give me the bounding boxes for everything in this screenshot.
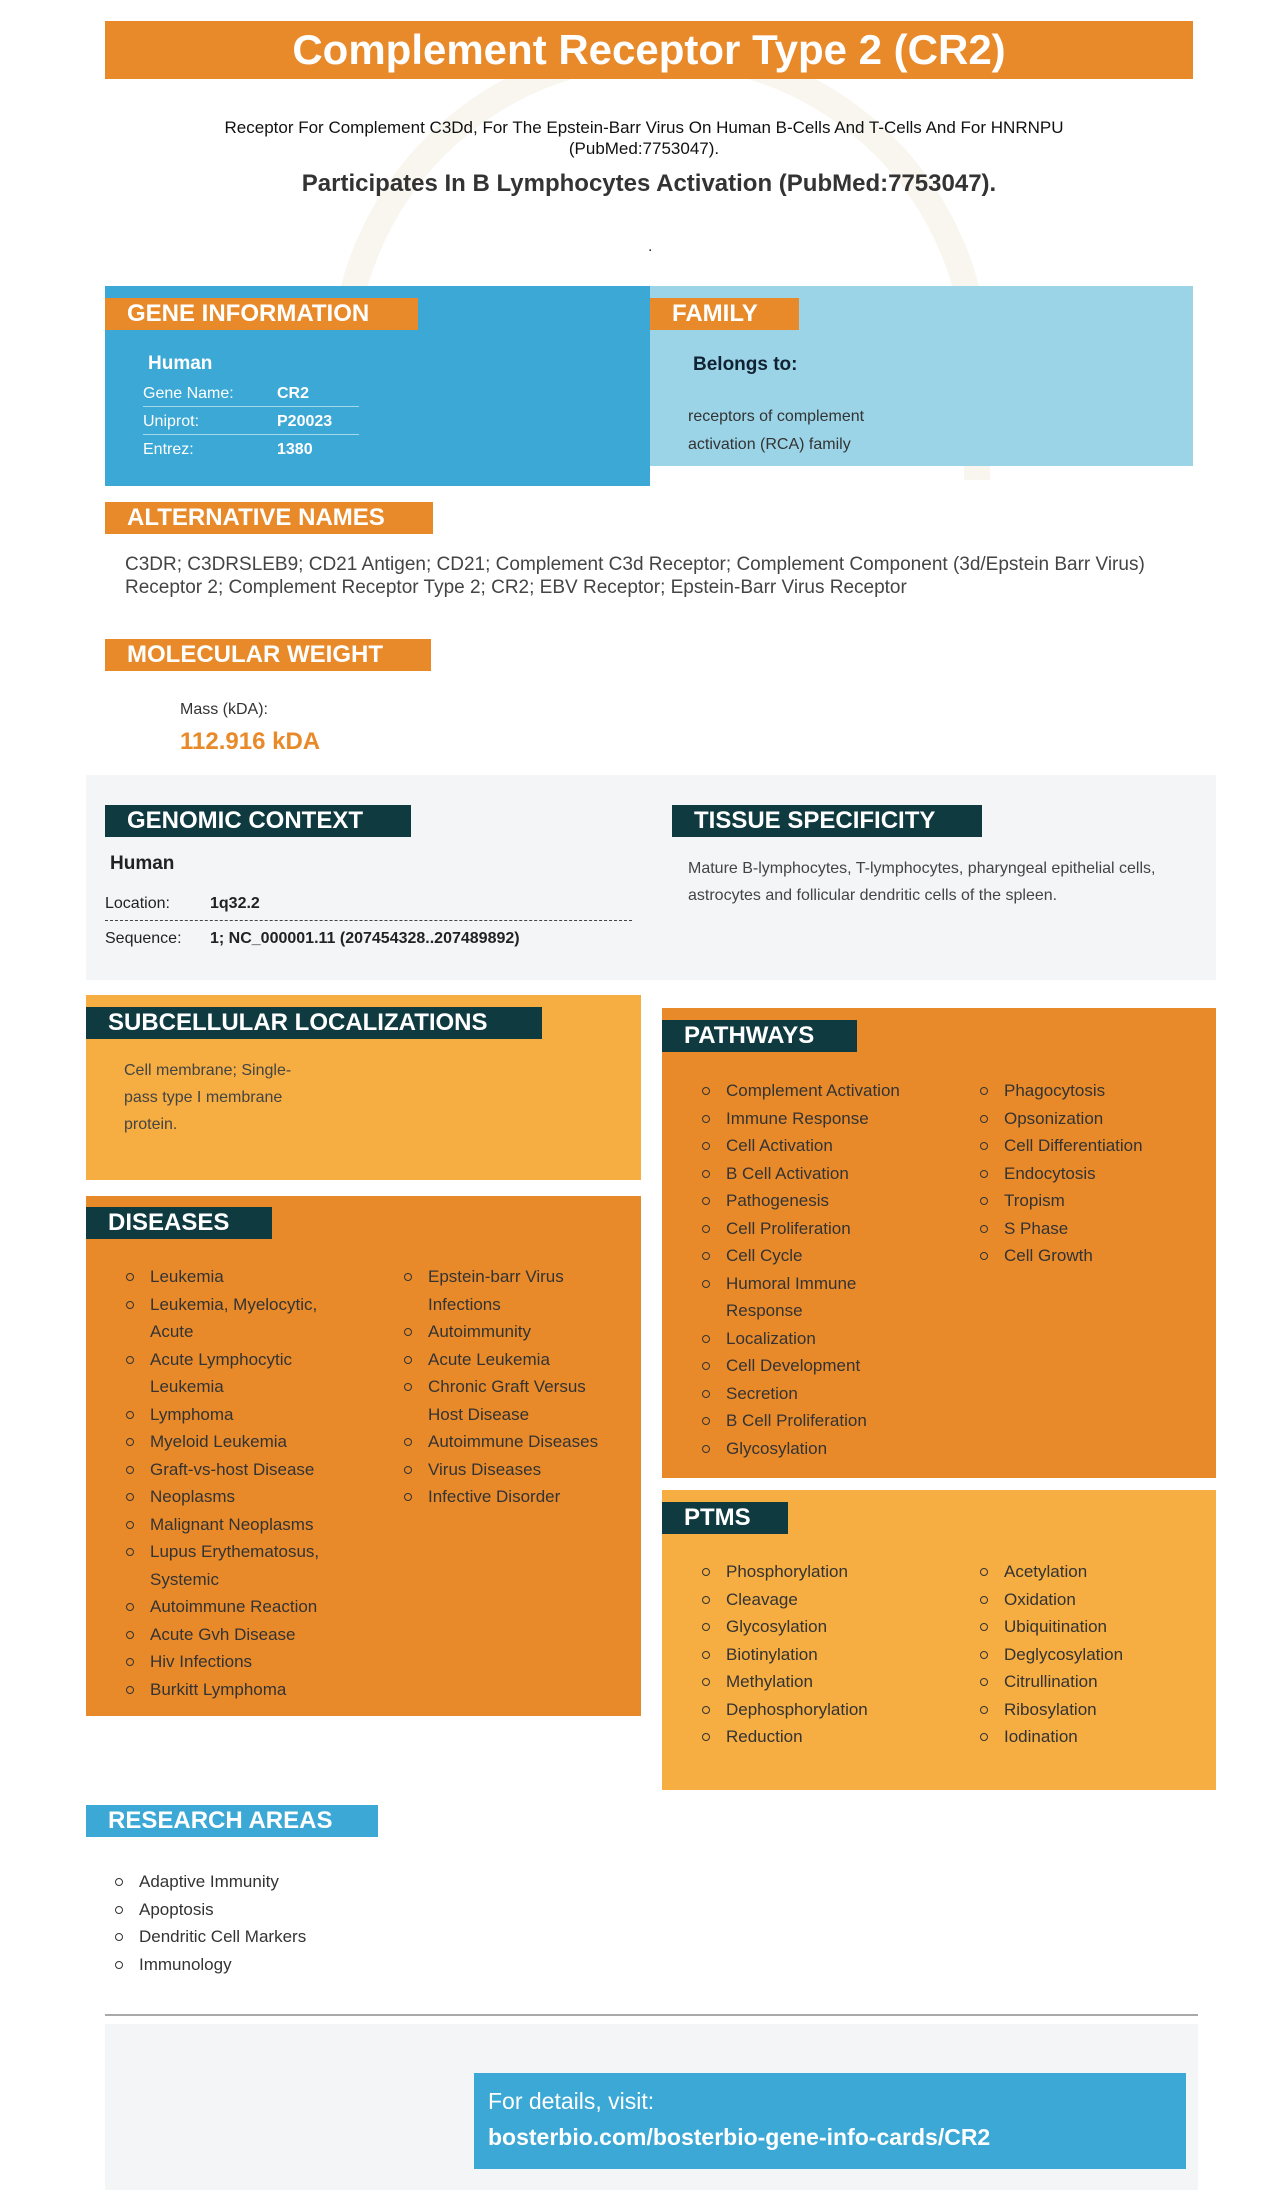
list-item: Dephosphorylation [702,1696,922,1724]
pathways-list-right [980,1077,1200,1270]
list-item: Cell Development [702,1352,922,1380]
list-item: Deglycosylation [980,1641,1200,1669]
list-item: Malignant Neoplasms [126,1511,346,1539]
list-item: Neoplasms [126,1483,346,1511]
location-label: Location: [105,895,170,912]
list-item: Infective Disorder [404,1483,614,1511]
list-item: B Cell Proliferation [702,1407,922,1435]
entrez-row [143,436,359,463]
family-heading: FAMILY [650,298,799,330]
list-item: Adaptive Immunity [115,1868,415,1896]
list-item: Dendritic Cell Markers [115,1923,415,1951]
pathways-heading: PATHWAYS [662,1020,857,1052]
gene-name-label: Gene Name: [143,385,234,402]
subcellular-heading: SUBCELLULAR LOCALIZATIONS [86,1007,542,1039]
separator-dot: . [648,238,653,255]
list-item: Iodination [980,1723,1200,1751]
list-item: Ribosylation [980,1696,1200,1724]
mass-label: Mass (kDA): [180,701,268,718]
list-item: Cell Proliferation [702,1215,922,1243]
list-item: Cell Growth [980,1242,1200,1270]
footer-visit-label: For details, visit: [488,2088,655,2114]
alternative-names-heading: ALTERNATIVE NAMES [105,502,433,534]
list-item: Epstein-barr Virus Infections [404,1263,614,1318]
gene-species: Human [148,353,213,374]
family-belongs-label: Belongs to: [693,354,798,375]
diseases-list-right [404,1263,614,1511]
pathways-list-left [702,1077,922,1462]
list-item: Complement Activation [702,1077,922,1105]
molecular-weight-heading: MOLECULAR WEIGHT [105,639,431,671]
footer-link-box[interactable] [474,2073,1186,2169]
list-item: Leukemia, Myelocytic, Acute [126,1291,346,1346]
list-item: Glycosylation [702,1613,922,1641]
list-item: Lupus Erythematosus, Systemic [126,1538,346,1593]
list-item: Myeloid Leukemia [126,1428,346,1456]
list-item: Leukemia [126,1263,346,1291]
genomic-species: Human [110,853,175,874]
gene-name-row [143,380,359,407]
list-item: Cell Cycle [702,1242,922,1270]
list-item: Autoimmunity [404,1318,614,1346]
list-item: Secretion [702,1380,922,1408]
list-item: Humoral Immune Response [702,1270,872,1325]
list-item: Acute Gvh Disease [126,1621,346,1649]
list-item: Cleavage [702,1586,922,1614]
list-item: Biotinylation [702,1641,922,1669]
list-item: Hiv Infections [126,1648,346,1676]
sequence-label: Sequence: [105,930,182,947]
list-item: Acute Leukemia [404,1346,614,1374]
list-item: Pathogenesis [702,1187,922,1215]
list-item: B Cell Activation [702,1160,922,1188]
diseases-list-left [126,1263,346,1703]
location-row [105,887,632,921]
ptms-list-left [702,1558,922,1751]
tissue-specificity-heading: TISSUE SPECIFICITY [672,805,982,837]
genomic-context-heading: GENOMIC CONTEXT [105,805,411,837]
list-item: Immune Response [702,1105,922,1133]
list-item: Virus Diseases [404,1456,614,1484]
sequence-row [105,922,632,956]
list-item: Cell Activation [702,1132,922,1160]
list-item: Localization [702,1325,922,1353]
footer-url-link[interactable]: bosterbio.com/bosterbio-gene-info-cards/CR2 [488,2124,991,2150]
sequence-value: 1; NC_000001.11 (207454328..207489892) [210,930,520,947]
list-item: Immunology [115,1951,415,1979]
list-item: Acute Lymphocytic Leukemia [126,1346,346,1401]
list-item: S Phase [980,1215,1200,1243]
list-item: Chronic Graft Versus Host Disease [404,1373,614,1428]
protein-description: Receptor For Complement C3Dd, For The Epstein-Barr Virus On Human B-Cells And T-Cells And For HNRNPU (PubMed:7753047). [224,118,1064,158]
entrez-value: 1380 [277,441,313,458]
list-item: Citrullination [980,1668,1200,1696]
list-item: Oxidation [980,1586,1200,1614]
list-item: Lymphoma [126,1401,346,1429]
list-item: Autoimmune Diseases [404,1428,614,1456]
list-item: Phosphorylation [702,1558,922,1586]
list-item: Ubiquitination [980,1613,1200,1641]
list-item: Acetylation [980,1558,1200,1586]
family-text: receptors of complement activation (RCA) family [688,408,865,453]
list-item: Tropism [980,1187,1200,1215]
ptms-list-right [980,1558,1200,1751]
ptms-heading: PTMS [662,1502,788,1534]
list-item: Burkitt Lymphoma [126,1676,346,1704]
uniprot-value: P20023 [277,413,333,430]
uniprot-row [143,408,359,435]
list-item: Endocytosis [980,1160,1200,1188]
list-item: Glycosylation [702,1435,922,1463]
list-item: Graft-vs-host Disease [126,1456,346,1484]
list-item: Apoptosis [115,1896,415,1924]
gene-name-value: CR2 [277,385,310,402]
tissue-specificity-text: Mature B-lymphocytes, T-lymphocytes, pharyngeal epithelial cells, astrocytes and follicular dendritic cells of the spleen. [688,860,1156,904]
subcellular-text: Cell membrane; Single-pass type I membrane protein. [124,1062,292,1133]
list-item: Autoimmune Reaction [126,1593,346,1621]
list-item: Reduction [702,1723,922,1751]
gene-information-heading: GENE INFORMATION [105,298,418,330]
alternative-names-text: C3DR; C3DRSLEB9; CD21 Antigen; CD21; Complement C3d Receptor; Complement Component (3d/Epstein Barr Virus) Receptor 2; Complement Receptor Type 2; CR2; EBV Receptor; Epstein-Barr Virus Receptor [125,554,1145,598]
location-value: 1q32.2 [210,895,260,912]
list-item: Phagocytosis [980,1077,1200,1105]
list-item: Cell Differentiation [980,1132,1200,1160]
list-item: Opsonization [980,1105,1200,1133]
page-title: Complement Receptor Type 2 (CR2) [105,21,1193,79]
entrez-label: Entrez: [143,441,194,458]
diseases-heading: DISEASES [86,1207,272,1239]
protein-function: Participates In B Lymphocytes Activation (PubMed:7753047). [301,170,997,197]
list-item: Methylation [702,1668,922,1696]
mass-value: 112.916 kDA [180,728,321,755]
research-areas-list [115,1868,415,1978]
research-areas-heading: RESEARCH AREAS [86,1805,378,1837]
uniprot-label: Uniprot: [143,413,200,430]
footer-divider [105,2014,1198,2016]
